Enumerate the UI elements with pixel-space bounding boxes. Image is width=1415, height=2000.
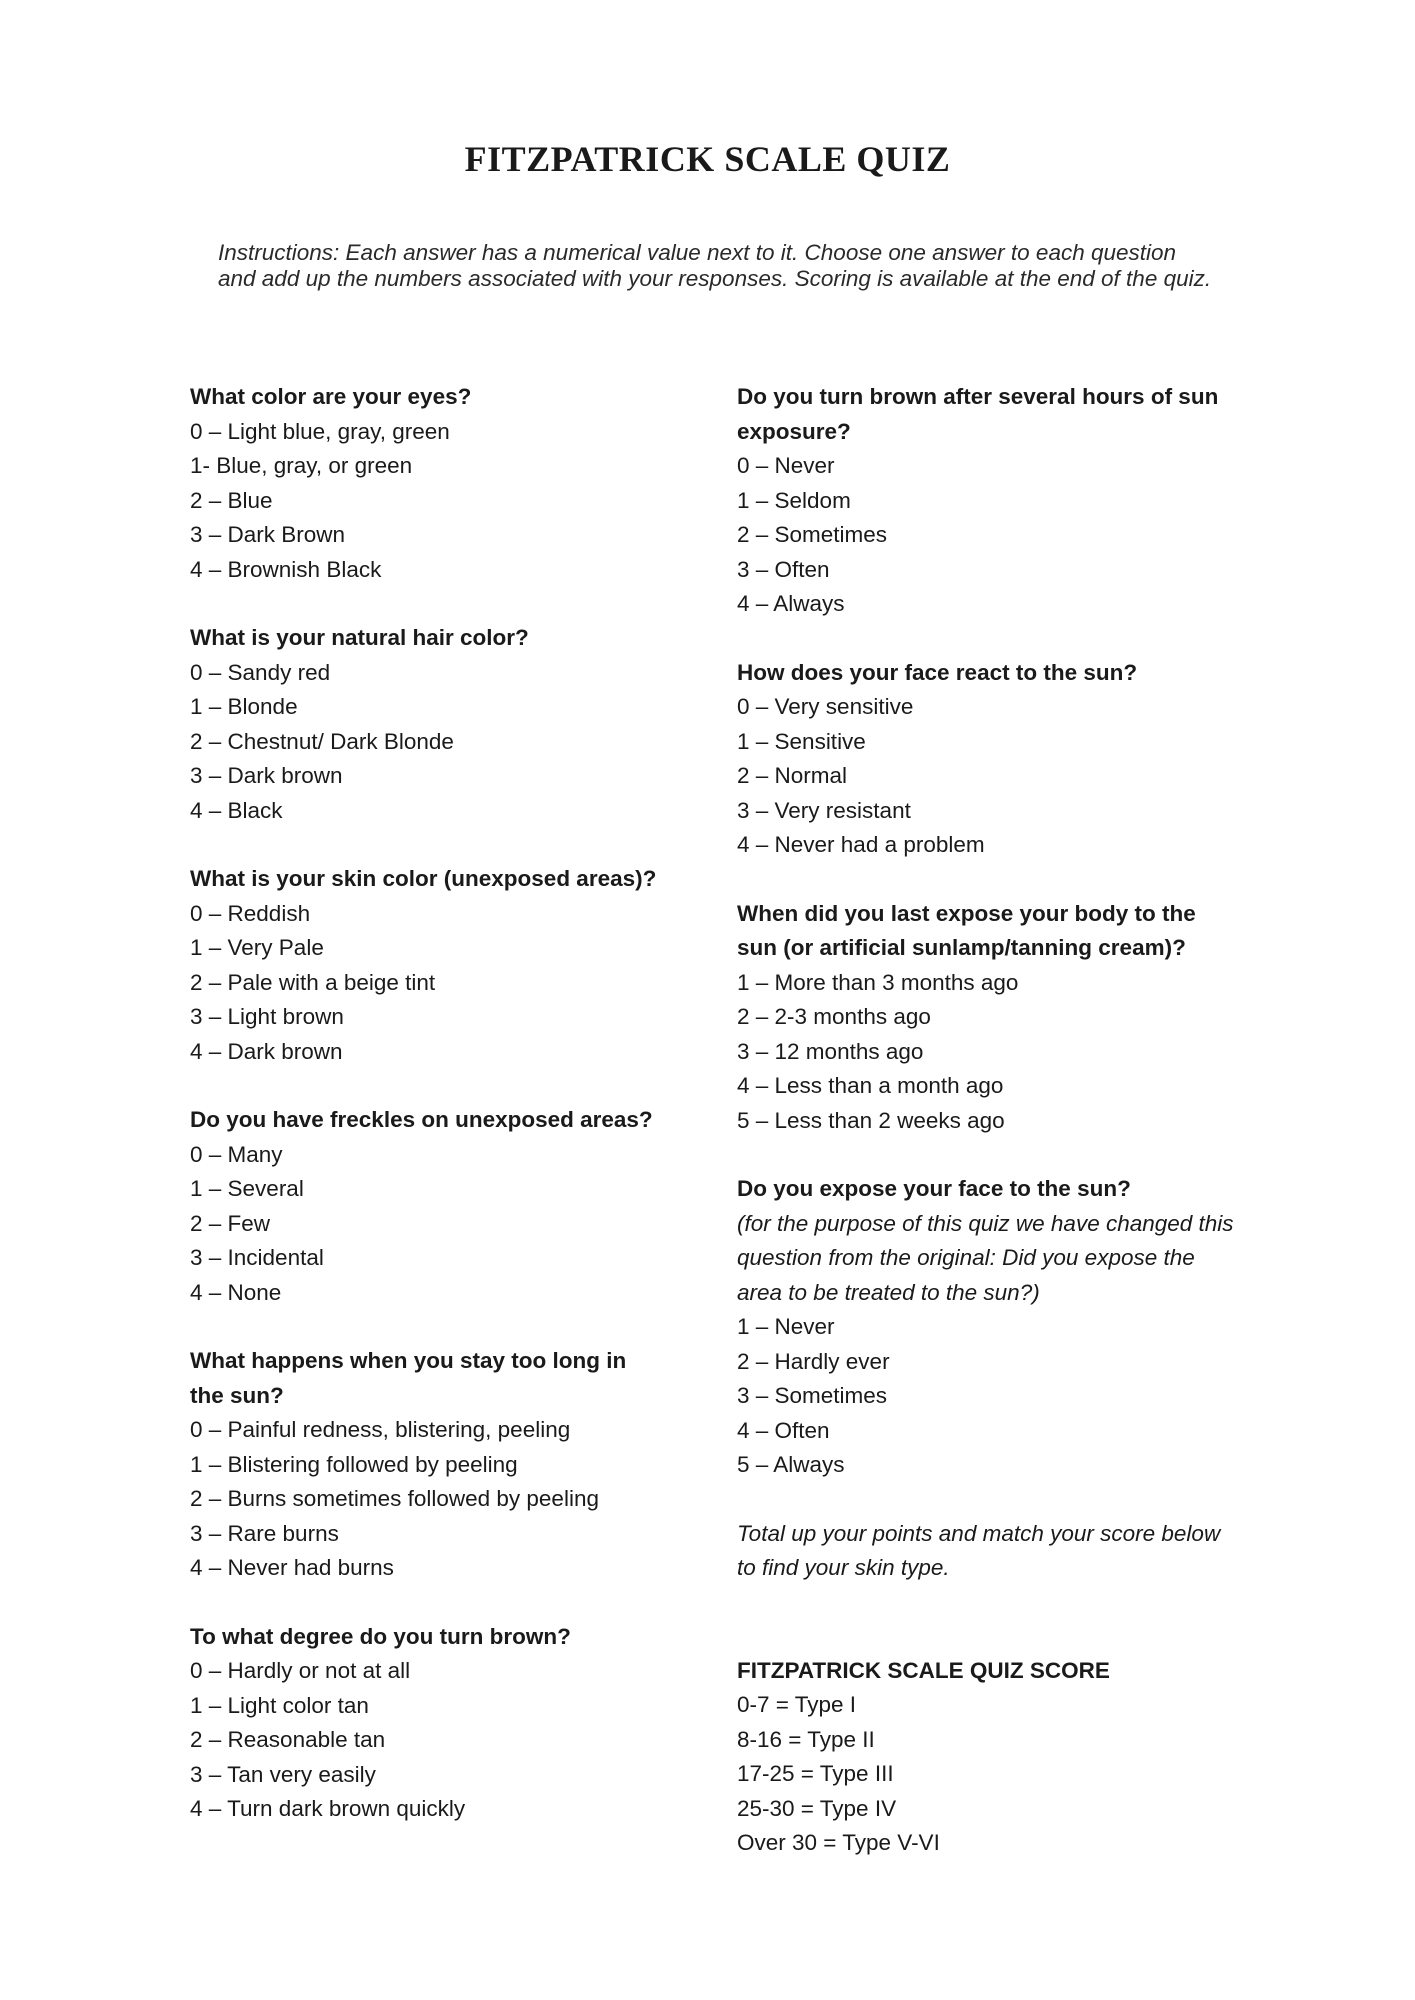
score-row: Over 30 = Type V-VI	[737, 1830, 940, 1855]
answer-option: 4 – Turn dark brown quickly	[190, 1796, 466, 1821]
answer-option: 3 – Often	[737, 556, 830, 582]
answer-option: 0 – Painful redness, blistering, peeling	[190, 1417, 571, 1442]
question-title: What is your skin color (unexposed areas)?	[190, 866, 657, 891]
question-face-reaction	[737, 656, 1237, 863]
score-title: FITZPATRICK SCALE QUIZ SCORE	[737, 1657, 1110, 1683]
score-row: 8-16 = Type II	[737, 1726, 875, 1752]
answer-option: 4 – Black	[190, 797, 283, 823]
answer-option: 4 – Always	[737, 591, 845, 616]
question-face-exposure	[737, 1172, 1237, 1483]
answer-option: 5 – Always	[737, 1452, 845, 1477]
answer-option: 3 – Rare burns	[190, 1520, 339, 1546]
answer-option: 2 – Pale with a beige tint	[190, 969, 436, 995]
question-title: Do you have freckles on unexposed areas?	[190, 1107, 653, 1132]
answer-option: 2 – Burns sometimes followed by peeling	[190, 1486, 599, 1511]
answer-option: 0 – Sandy red	[190, 659, 331, 685]
question-eye-color	[190, 380, 660, 587]
left-column	[190, 380, 660, 1861]
answer-option: 1 – Never	[737, 1314, 835, 1339]
question-hair-color	[190, 621, 660, 828]
answer-option: 0 – Many	[190, 1141, 283, 1167]
answer-option: 1 – Several	[190, 1176, 304, 1201]
answer-option: 0 – Never	[737, 453, 835, 478]
answer-option: 4 – Never had a problem	[737, 832, 985, 857]
score-row: 0-7 = Type I	[737, 1692, 857, 1717]
question-sun-too-long	[190, 1344, 660, 1586]
answer-option: 4 – Dark brown	[190, 1038, 343, 1064]
answer-option: 0 – Hardly or not at all	[190, 1658, 411, 1683]
answer-option: 2 – 2-3 months ago	[737, 1004, 931, 1029]
answer-option: 2 – Reasonable tan	[190, 1727, 386, 1752]
answer-option: 3 – Incidental	[190, 1245, 324, 1270]
score-row: 17-25 = Type III	[737, 1761, 894, 1786]
answer-option: 2 – Normal	[737, 763, 848, 788]
total-instructions: Total up your points and match your score below to find your skin type.	[737, 1520, 1221, 1580]
answer-option: 1 – Very Pale	[190, 935, 324, 960]
question-title: When did you last expose your body to the sun (or artificial sunlamp/tanning cream)?	[737, 900, 1196, 960]
answer-option: 1 – Seldom	[737, 487, 851, 513]
question-freckles	[190, 1103, 660, 1310]
instructions-text: Instructions: Each answer has a numerical value next to it. Choose one answer to each question and add up the numbers associated with your responses. Scoring is available at the end of the quiz.	[218, 240, 1212, 291]
answer-option: 3 – Light brown	[190, 1004, 344, 1029]
answer-option: 1 – Light color tan	[190, 1692, 369, 1718]
score-row: 25-30 = Type IV	[737, 1795, 897, 1821]
answer-option: 0 – Light blue, gray, green	[190, 418, 450, 444]
question-title: To what degree do you turn brown?	[190, 1623, 571, 1649]
answer-option: 2 – Sometimes	[737, 522, 888, 547]
question-title: What happens when you stay too long in the sun?	[190, 1348, 627, 1408]
answer-option: 1 – Sensitive	[737, 728, 866, 754]
answer-option: 5 – Less than 2 weeks ago	[737, 1107, 1005, 1133]
answer-option: 2 – Chestnut/ Dark Blonde	[190, 728, 454, 754]
question-note: (for the purpose of this quiz we have changed this question from the original: Did you expose the area to be treated to the sun?)	[737, 1210, 1234, 1305]
question-turn-brown-degree	[190, 1620, 660, 1827]
question-title: Do you expose your face to the sun?	[737, 1176, 1131, 1201]
answer-option: 1 – Blistering followed by peeling	[190, 1451, 518, 1477]
answer-option: 1 – Blonde	[190, 694, 298, 719]
answer-option: 4 – Less than a month ago	[737, 1073, 1004, 1098]
question-title: Do you turn brown after several hours of sun exposure?	[737, 384, 1219, 444]
question-title: What color are your eyes?	[190, 384, 472, 409]
answer-option: 1- Blue, gray, or green	[190, 453, 413, 478]
answer-option: 4 – Often	[737, 1417, 830, 1443]
answer-option: 3 – Dark Brown	[190, 522, 346, 547]
answer-option: 2 – Few	[190, 1210, 271, 1236]
question-skin-color	[190, 862, 660, 1069]
answer-option: 3 – Dark brown	[190, 763, 343, 788]
question-title: How does your face react to the sun?	[737, 659, 1138, 685]
right-column	[737, 380, 1237, 1895]
answer-option: 0 – Very sensitive	[737, 694, 914, 719]
score-section	[737, 1654, 1237, 1861]
answer-option: 3 – 12 months ago	[737, 1038, 924, 1064]
answer-option: 1 – More than 3 months ago	[737, 969, 1019, 995]
answer-option: 3 – Very resistant	[737, 797, 911, 823]
answer-option: 4 – Never had burns	[190, 1555, 394, 1580]
question-title: What is your natural hair color?	[190, 625, 529, 650]
page-title: FITZPATRICK SCALE QUIZ	[464, 139, 951, 179]
answer-option: 2 – Hardly ever	[737, 1348, 890, 1374]
answer-option: 4 – None	[190, 1279, 282, 1305]
question-last-exposure	[737, 897, 1237, 1139]
answer-option: 2 – Blue	[190, 487, 273, 513]
answer-option: 3 – Sometimes	[737, 1383, 888, 1408]
answer-option: 0 – Reddish	[190, 900, 311, 926]
question-turn-brown-hours	[737, 380, 1237, 622]
answer-option: 4 – Brownish Black	[190, 556, 382, 582]
answer-option: 3 – Tan very easily	[190, 1761, 376, 1787]
